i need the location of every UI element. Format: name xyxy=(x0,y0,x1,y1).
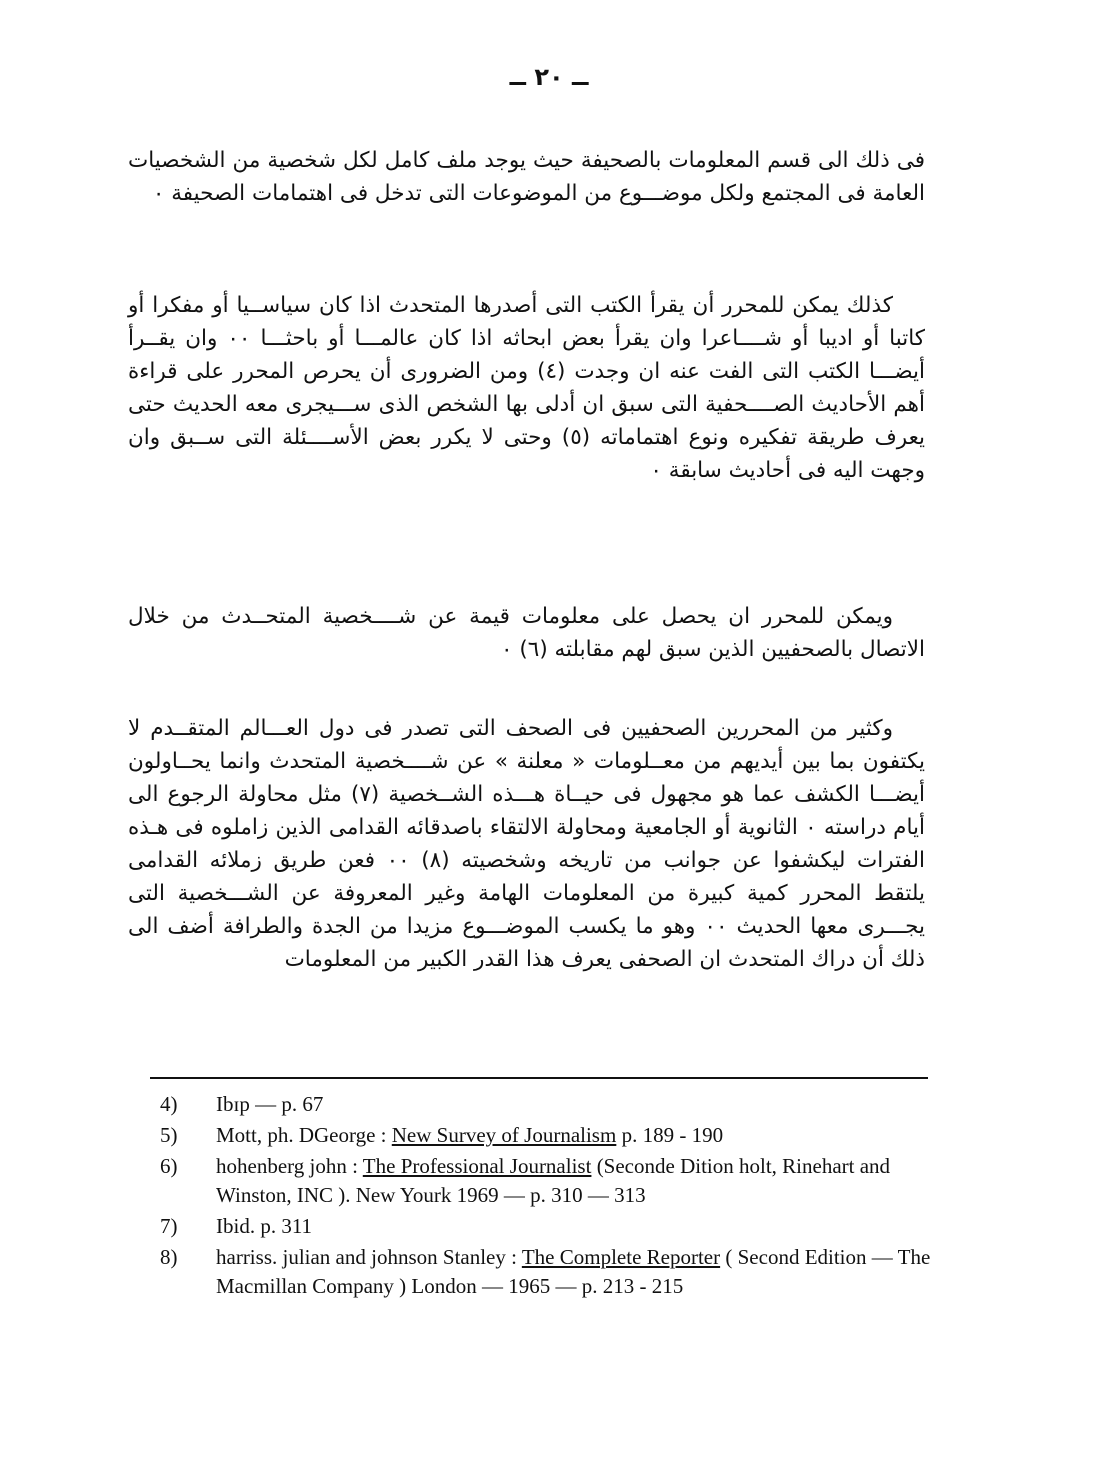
footnote-text: p. 189 - 190 xyxy=(616,1123,724,1147)
footnote-number: 5) xyxy=(160,1123,178,1147)
footnote-5 xyxy=(160,1121,950,1150)
footnote-7 xyxy=(160,1212,950,1241)
footnote-title: The Complete Reporter xyxy=(521,1245,721,1269)
paragraph-4: وكثير من المحررين الصحفيين فى الصحف التى تصدر فى دول العـــالم المتقــدم لا يكتفون بما بين أيديهم من معــلومات « معلنة » عن شــــخصية المتحدث وانما يحــاولون أيضـــا الكشف عما هو مجهول فى حيــاة هـــذه الشــخصية (٧) مثل محاولة الرجوع الى أيام دراسته ٠ الثانوية أو الجامعية ومحاولة الالتقاء باصدقائه القدامى الذين زاملوه فى هـذه الفترات ليكشفوا عن جوانب من تاريخه وشخصيته (٨) ٠٠ فعن طريق زملائه القدامى يلتقط المحرر كمية كبيرة من المعلومات الهامة وغير المعروفة عن الشـــخصية التى يجـــرى معها الحديث ٠٠ وهو ما يكسب الموضـــوع مزيدا من الجدة والطرافة أضف الى ذلك أن دراك المتحدث ان الصحفى يعرف هذا القدر الكبير من المعلومات xyxy=(128,716,925,972)
footnote-number: 6) xyxy=(160,1154,178,1178)
footnote-divider xyxy=(150,1077,928,1079)
paragraph-2: كذلك يمكن للمحرر أن يقرأ الكتب التى أصدرها المتحدث اذا كان سياســيا أو مفكرا أو كاتبا أو اديبا أو شــــاعرا وان يقرأ بعض ابحاثه اذا كان عالمـــا أو باحثـــا ٠٠ وان يقــرأ أيضـــا الكتب التى الفت عنه ان وجدت (٤) ومن الضرورى أن يحرص المحرر على قراءة أهم الأحاديث الصــــحفية التى سبق ان أدلى بها الشخص الذى ســـيجرى معه الحديث حتى يعرف طريقة تفكيره ونوع اهتماماته (٥) وحتى لا يكرر بعض الأســــئلة التى ســبق وان وجهت اليه فى أحاديث سابقة ٠ xyxy=(128,293,925,483)
footnote-number: 4) xyxy=(160,1092,178,1116)
footnote-title: New Survey of Journalism xyxy=(391,1123,617,1147)
footnote-text: Ibɪp — p. 67 xyxy=(216,1092,324,1116)
footnote-text: (Seconde Dition holt, Rinehart and Winston, INC ). New Yourk 1969 — p. 310 — 313 xyxy=(216,1154,891,1207)
footnote-6 xyxy=(160,1152,950,1210)
page-number: ــ ٢٠ ــ xyxy=(509,63,589,91)
paragraph-1: فى ذلك الى قسم المعلومات بالصحيفة حيث يوجد ملف كامل لكل شخصية من الشخصيات العامة فى المجتمع ولكل موضـــوع من الموضوعات التى تدخل فى اهتمامات الصحيفة ٠ xyxy=(128,148,925,206)
footnote-4 xyxy=(160,1090,950,1119)
footnote-text: ( Second Edition — The Macmillan Company ) London — 1965 — p. 213 - 215 xyxy=(216,1245,931,1298)
footnote-text: harriss. julian and johnson Stanley : xyxy=(216,1245,522,1269)
footnote-text: Ibid. p. 311 xyxy=(216,1214,313,1238)
footnote-8 xyxy=(160,1243,950,1301)
footnote-number: 7) xyxy=(160,1214,178,1238)
footnotes-list xyxy=(160,1090,950,1303)
footnote-text: hohenberg john : xyxy=(216,1154,363,1178)
paragraph-3: ويمكن للمحرر ان يحصل على معلومات قيمة عن شــــخصية المتحــدث من خلال الاتصال بالصحفيين الذين سبق لهم مقابلته (٦) ٠ xyxy=(128,604,925,662)
footnote-number: 8) xyxy=(160,1245,178,1269)
footnote-text: Mott, ph. DGeorge : xyxy=(216,1123,392,1147)
footnote-title: The Professional Journalist xyxy=(362,1154,592,1178)
